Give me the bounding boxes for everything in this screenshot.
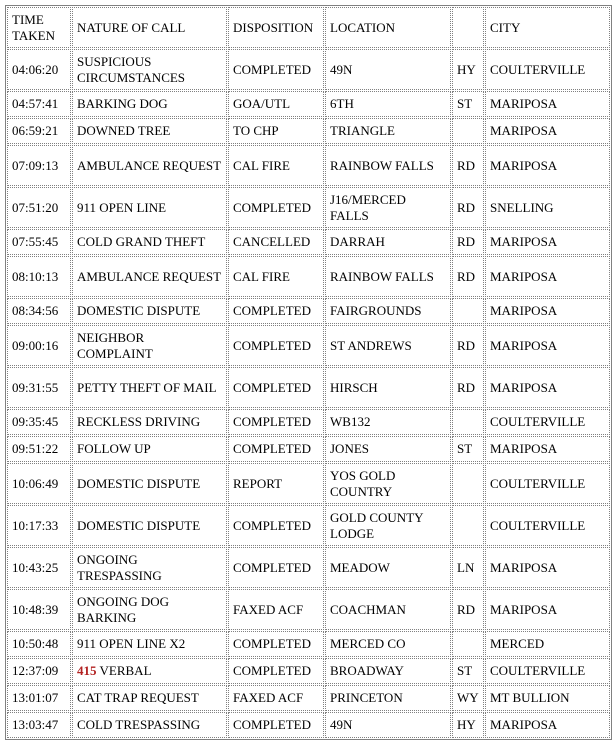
cell-suffix: WY	[452, 685, 484, 711]
cell-suffix	[452, 409, 484, 435]
cell-disposition: REPORT	[228, 463, 324, 504]
cell-disposition: COMPLETED	[228, 367, 324, 408]
table-row	[7, 631, 610, 657]
cell-suffix: HY	[452, 712, 484, 738]
call-log-table	[5, 5, 612, 740]
cell-disposition: COMPLETED	[228, 409, 324, 435]
call-log-body	[7, 49, 610, 738]
cell-suffix: RD	[452, 187, 484, 228]
cell-location: J16/MERCED FALLS	[325, 187, 451, 228]
table-row	[7, 229, 610, 255]
nature-text: CAT TRAP REQUEST	[77, 690, 199, 705]
cell-location: JONES	[325, 436, 451, 462]
cell-city: MARIPOSA	[485, 256, 610, 297]
cell-nature-of-call	[72, 118, 227, 144]
cell-location: FAIRGROUNDS	[325, 298, 451, 324]
cell-time-taken: 10:17:33	[7, 505, 71, 546]
nature-text: ONGOING TRESPASSING	[77, 551, 162, 583]
cell-city: COULTERVILLE	[485, 505, 610, 546]
cell-suffix: RD	[452, 145, 484, 186]
cell-disposition: FAXED ACF	[228, 589, 324, 630]
cell-suffix: LN	[452, 547, 484, 588]
cell-location: ST ANDREWS	[325, 325, 451, 366]
cell-location: GOLD COUNTY LODGE	[325, 505, 451, 546]
table-row	[7, 256, 610, 297]
cell-nature-of-call	[72, 685, 227, 711]
header-row	[7, 7, 610, 48]
nature-text: AMBULANCE REQUEST	[77, 268, 222, 284]
cell-suffix	[452, 505, 484, 546]
table-row	[7, 118, 610, 144]
cell-nature-of-call	[72, 658, 227, 684]
cell-disposition: COMPLETED	[228, 436, 324, 462]
cell-suffix	[452, 118, 484, 144]
cell-disposition: COMPLETED	[228, 49, 324, 90]
cell-time-taken: 08:34:56	[7, 298, 71, 324]
cell-disposition: COMPLETED	[228, 712, 324, 738]
header-suffix	[452, 7, 484, 48]
cell-location: YOS GOLD COUNTRY	[325, 463, 451, 504]
cell-city: MARIPOSA	[485, 145, 610, 186]
nature-text: DOMESTIC DISPUTE	[77, 517, 201, 533]
cell-suffix: RD	[452, 229, 484, 255]
cell-suffix	[452, 298, 484, 324]
table-row	[7, 685, 610, 711]
cell-time-taken: 10:48:39	[7, 589, 71, 630]
cell-time-taken: 07:51:20	[7, 187, 71, 228]
cell-nature-of-call	[72, 463, 227, 504]
cell-time-taken: 09:31:55	[7, 367, 71, 408]
header-location: LOCATION	[325, 7, 451, 48]
nature-text: ONGOING DOG BARKING	[77, 593, 170, 625]
cell-location: MERCED CO	[325, 631, 451, 657]
cell-location: TRIANGLE	[325, 118, 451, 144]
cell-disposition: COMPLETED	[228, 325, 324, 366]
cell-location: 49N	[325, 49, 451, 90]
cell-disposition: COMPLETED	[228, 298, 324, 324]
cell-city: MARIPOSA	[485, 298, 610, 324]
cell-suffix: ST	[452, 91, 484, 117]
cell-city: MARIPOSA	[485, 589, 610, 630]
table-row	[7, 589, 610, 630]
cell-time-taken: 10:06:49	[7, 463, 71, 504]
cell-location: RAINBOW FALLS	[325, 145, 451, 186]
cell-city: MARIPOSA	[485, 712, 610, 738]
cell-suffix: RD	[452, 325, 484, 366]
table-row	[7, 505, 610, 546]
cell-time-taken: 09:51:22	[7, 436, 71, 462]
header-time-taken: TIME TAKEN	[7, 7, 71, 48]
cell-suffix: ST	[452, 658, 484, 684]
cell-city: SNELLING	[485, 187, 610, 228]
cell-nature-of-call	[72, 91, 227, 117]
nature-text: FOLLOW UP	[77, 441, 151, 456]
nature-text: SUSPICIOUS CIRCUMSTANCES	[77, 53, 186, 85]
table-row	[7, 547, 610, 588]
cell-suffix: RD	[452, 256, 484, 297]
cell-city: MT BULLION	[485, 685, 610, 711]
cell-location: 6TH	[325, 91, 451, 117]
cell-city: MARIPOSA	[485, 436, 610, 462]
call-code: 415	[77, 663, 97, 678]
cell-suffix	[452, 463, 484, 504]
nature-text: DOWNED TREE	[77, 123, 171, 138]
cell-nature-of-call	[72, 187, 227, 228]
cell-nature-of-call	[72, 256, 227, 297]
cell-time-taken: 09:35:45	[7, 409, 71, 435]
nature-text: COLD GRAND THEFT	[77, 234, 206, 249]
cell-nature-of-call	[72, 436, 227, 462]
nature-text: DOMESTIC DISPUTE	[77, 475, 201, 491]
cell-nature-of-call	[72, 547, 227, 588]
cell-time-taken: 06:59:21	[7, 118, 71, 144]
cell-city: MARIPOSA	[485, 367, 610, 408]
cell-city: COULTERVILLE	[485, 49, 610, 90]
cell-location: HIRSCH	[325, 367, 451, 408]
cell-time-taken: 04:57:41	[7, 91, 71, 117]
cell-disposition: FAXED ACF	[228, 685, 324, 711]
cell-nature-of-call	[72, 49, 227, 90]
cell-time-taken: 07:09:13	[7, 145, 71, 186]
table-row	[7, 463, 610, 504]
cell-time-taken: 10:43:25	[7, 547, 71, 588]
cell-time-taken: 09:00:16	[7, 325, 71, 366]
nature-text: BARKING DOG	[77, 96, 168, 111]
cell-city: MARIPOSA	[485, 91, 610, 117]
cell-time-taken: 13:01:07	[7, 685, 71, 711]
cell-city: MARIPOSA	[485, 229, 610, 255]
cell-disposition: GOA/UTL	[228, 91, 324, 117]
cell-disposition: TO CHP	[228, 118, 324, 144]
cell-disposition: COMPLETED	[228, 631, 324, 657]
cell-city: COULTERVILLE	[485, 409, 610, 435]
table-row	[7, 325, 610, 366]
nature-text: VERBAL	[99, 663, 152, 678]
table-row	[7, 367, 610, 408]
nature-text: COLD TRESPASSING	[77, 717, 201, 732]
nature-text: AMBULANCE REQUEST	[77, 157, 222, 173]
header-disposition: DISPOSITION	[228, 7, 324, 48]
table-row	[7, 436, 610, 462]
cell-location: COACHMAN	[325, 589, 451, 630]
cell-time-taken: 12:37:09	[7, 658, 71, 684]
cell-time-taken: 13:03:47	[7, 712, 71, 738]
cell-time-taken: 04:06:20	[7, 49, 71, 90]
cell-nature-of-call	[72, 631, 227, 657]
cell-suffix: HY	[452, 49, 484, 90]
cell-city: COULTERVILLE	[485, 658, 610, 684]
cell-suffix: RD	[452, 367, 484, 408]
table-row	[7, 658, 610, 684]
header-city: CITY	[485, 7, 610, 48]
table-row	[7, 712, 610, 738]
cell-location: RAINBOW FALLS	[325, 256, 451, 297]
cell-nature-of-call	[72, 505, 227, 546]
nature-text: 911 OPEN LINE X2	[77, 636, 186, 651]
cell-disposition: COMPLETED	[228, 547, 324, 588]
cell-location: 49N	[325, 712, 451, 738]
cell-suffix	[452, 631, 484, 657]
cell-nature-of-call	[72, 145, 227, 186]
cell-location: DARRAH	[325, 229, 451, 255]
table-row	[7, 187, 610, 228]
header-nature-of-call: NATURE OF CALL	[72, 7, 227, 48]
nature-text: DOMESTIC DISPUTE	[77, 303, 201, 318]
nature-text: NEIGHBOR COMPLAINT	[77, 329, 153, 361]
cell-location: BROADWAY	[325, 658, 451, 684]
cell-disposition: COMPLETED	[228, 658, 324, 684]
table-row	[7, 298, 610, 324]
cell-disposition: CAL FIRE	[228, 145, 324, 186]
cell-time-taken: 07:55:45	[7, 229, 71, 255]
cell-nature-of-call	[72, 712, 227, 738]
cell-location: MEADOW	[325, 547, 451, 588]
cell-nature-of-call	[72, 367, 227, 408]
nature-text: RECKLESS DRIVING	[77, 414, 201, 429]
cell-suffix: RD	[452, 589, 484, 630]
table-row	[7, 145, 610, 186]
cell-city: MARIPOSA	[485, 547, 610, 588]
cell-nature-of-call	[72, 409, 227, 435]
table-row	[7, 409, 610, 435]
cell-city: COULTERVILLE	[485, 463, 610, 504]
cell-nature-of-call	[72, 589, 227, 630]
cell-disposition: COMPLETED	[228, 505, 324, 546]
nature-text: PETTY THEFT OF MAIL	[77, 379, 217, 395]
nature-text: 911 OPEN LINE	[77, 199, 167, 215]
cell-nature-of-call	[72, 229, 227, 255]
cell-city: MERCED	[485, 631, 610, 657]
cell-location: PRINCETON	[325, 685, 451, 711]
cell-disposition: COMPLETED	[228, 187, 324, 228]
table-row	[7, 91, 610, 117]
cell-location: WB132	[325, 409, 451, 435]
cell-city: MARIPOSA	[485, 325, 610, 366]
cell-time-taken: 08:10:13	[7, 256, 71, 297]
table-row	[7, 49, 610, 90]
cell-time-taken: 10:50:48	[7, 631, 71, 657]
cell-nature-of-call	[72, 298, 227, 324]
cell-suffix: ST	[452, 436, 484, 462]
cell-disposition: CANCELLED	[228, 229, 324, 255]
cell-city: MARIPOSA	[485, 118, 610, 144]
cell-nature-of-call	[72, 325, 227, 366]
cell-disposition: CAL FIRE	[228, 256, 324, 297]
